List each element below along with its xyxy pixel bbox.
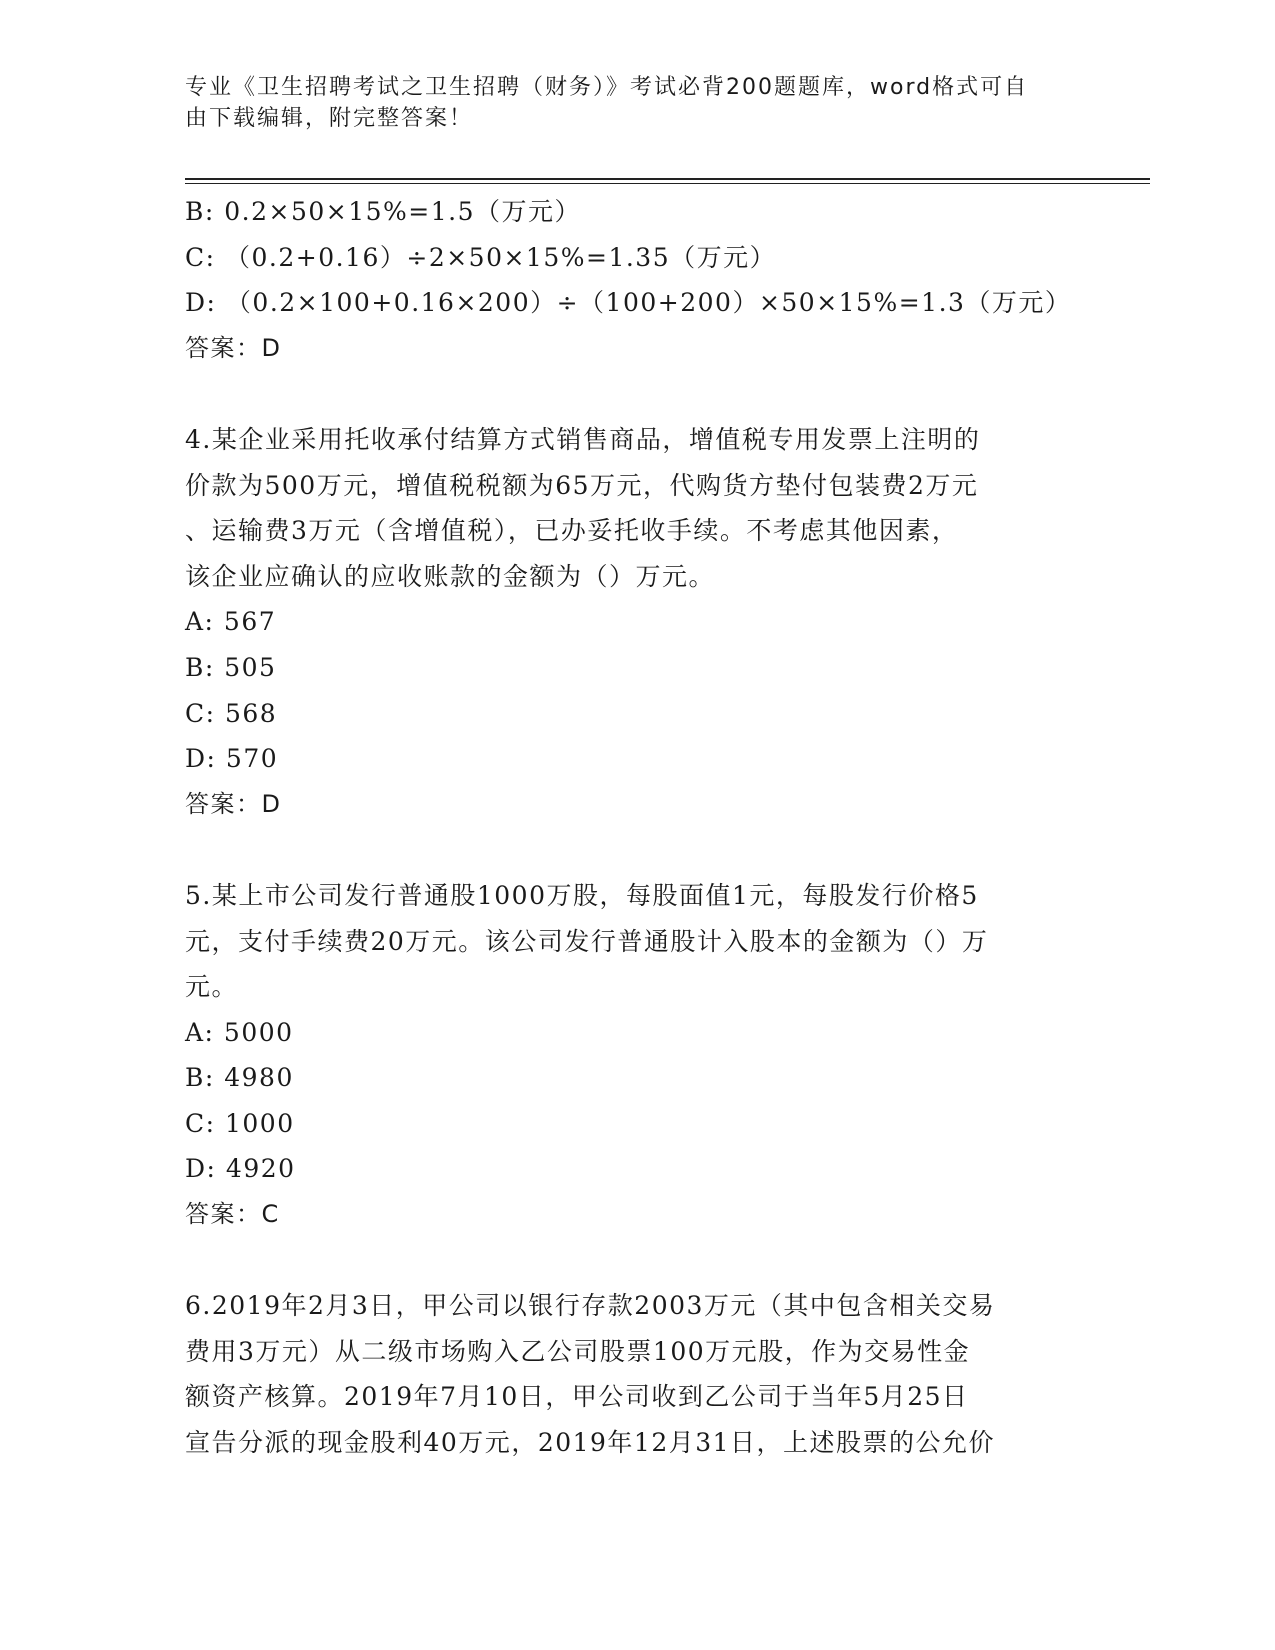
option-d: D: 570 [185, 744, 279, 774]
option-b: B: 4980 [185, 1063, 294, 1093]
document-header [185, 72, 1055, 134]
question-stem-line: 费用3万元）从二级市场购入乙公司股票100万元股，作为交易性金 [185, 1336, 971, 1366]
question-3-tail [185, 189, 1085, 371]
question-stem-line: 该企业应确认的应收账款的金额为（）万元。 [185, 561, 716, 591]
question-6 [185, 1283, 1085, 1465]
option-c: C: 1000 [185, 1108, 295, 1138]
question-stem-line: 额资产核算。2019年7月10日，甲公司收到乙公司于当年5月25日 [185, 1382, 969, 1412]
question-stem-line: 元。 [185, 972, 239, 1002]
option-a: A: 567 [185, 607, 277, 637]
question-stem-line: 4.某企业采用托收承付结算方式销售商品，增值税专用发票上注明的 [185, 424, 981, 454]
option-d: D: （0.2×100+0.16×200）÷（100+200）×50×15%=1.3（万元） [185, 288, 1072, 318]
spacer [185, 1238, 1085, 1284]
option-b: B: 505 [185, 652, 277, 682]
spacer [185, 371, 1085, 417]
question-stem-line: 价款为500万元，增值税税额为65万元，代购货方垫付包装费2万元 [185, 470, 979, 500]
option-c: C: 568 [185, 698, 278, 728]
question-4 [185, 417, 1085, 827]
header-title-line-1: 专业《卫生招聘考试之卫生招聘（财务）》考试必背200题题库，word格式可自 [185, 75, 1029, 100]
header-divider-thick [185, 178, 1150, 180]
answer: 答案：D [185, 789, 282, 818]
question-stem-line: 元，支付手续费20万元。该公司发行普通股计入股本的金额为（）万 [185, 926, 989, 956]
option-d: D: 4920 [185, 1154, 296, 1184]
option-a: A: 5000 [185, 1017, 294, 1047]
answer: 答案：D [185, 333, 282, 362]
question-stem-line: 6.2019年2月3日，甲公司以银行存款2003万元（其中包含相关交易 [185, 1291, 996, 1321]
question-stem-line: 宣告分派的现金股利40万元，2019年12月31日，上述股票的公允价 [185, 1428, 996, 1458]
question-stem-line: 、运输费3万元（含增值税），已办妥托收手续。不考虑其他因素， [185, 516, 959, 546]
option-b: B: 0.2×50×15%=1.5（万元） [185, 197, 581, 226]
answer: 答案：C [185, 1200, 280, 1229]
header-title-line-2: 由下载编辑，附完整答案！ [185, 106, 474, 131]
header-divider-thin [185, 183, 1150, 184]
question-5 [185, 873, 1085, 1238]
option-c: C: （0.2+0.16）÷2×50×15%=1.35（万元） [185, 242, 777, 272]
spacer [185, 827, 1085, 873]
question-stem-line: 5.某上市公司发行普通股1000万股，每股面值1元，每股发行价格5 [185, 880, 979, 910]
document-body [185, 189, 1085, 1466]
